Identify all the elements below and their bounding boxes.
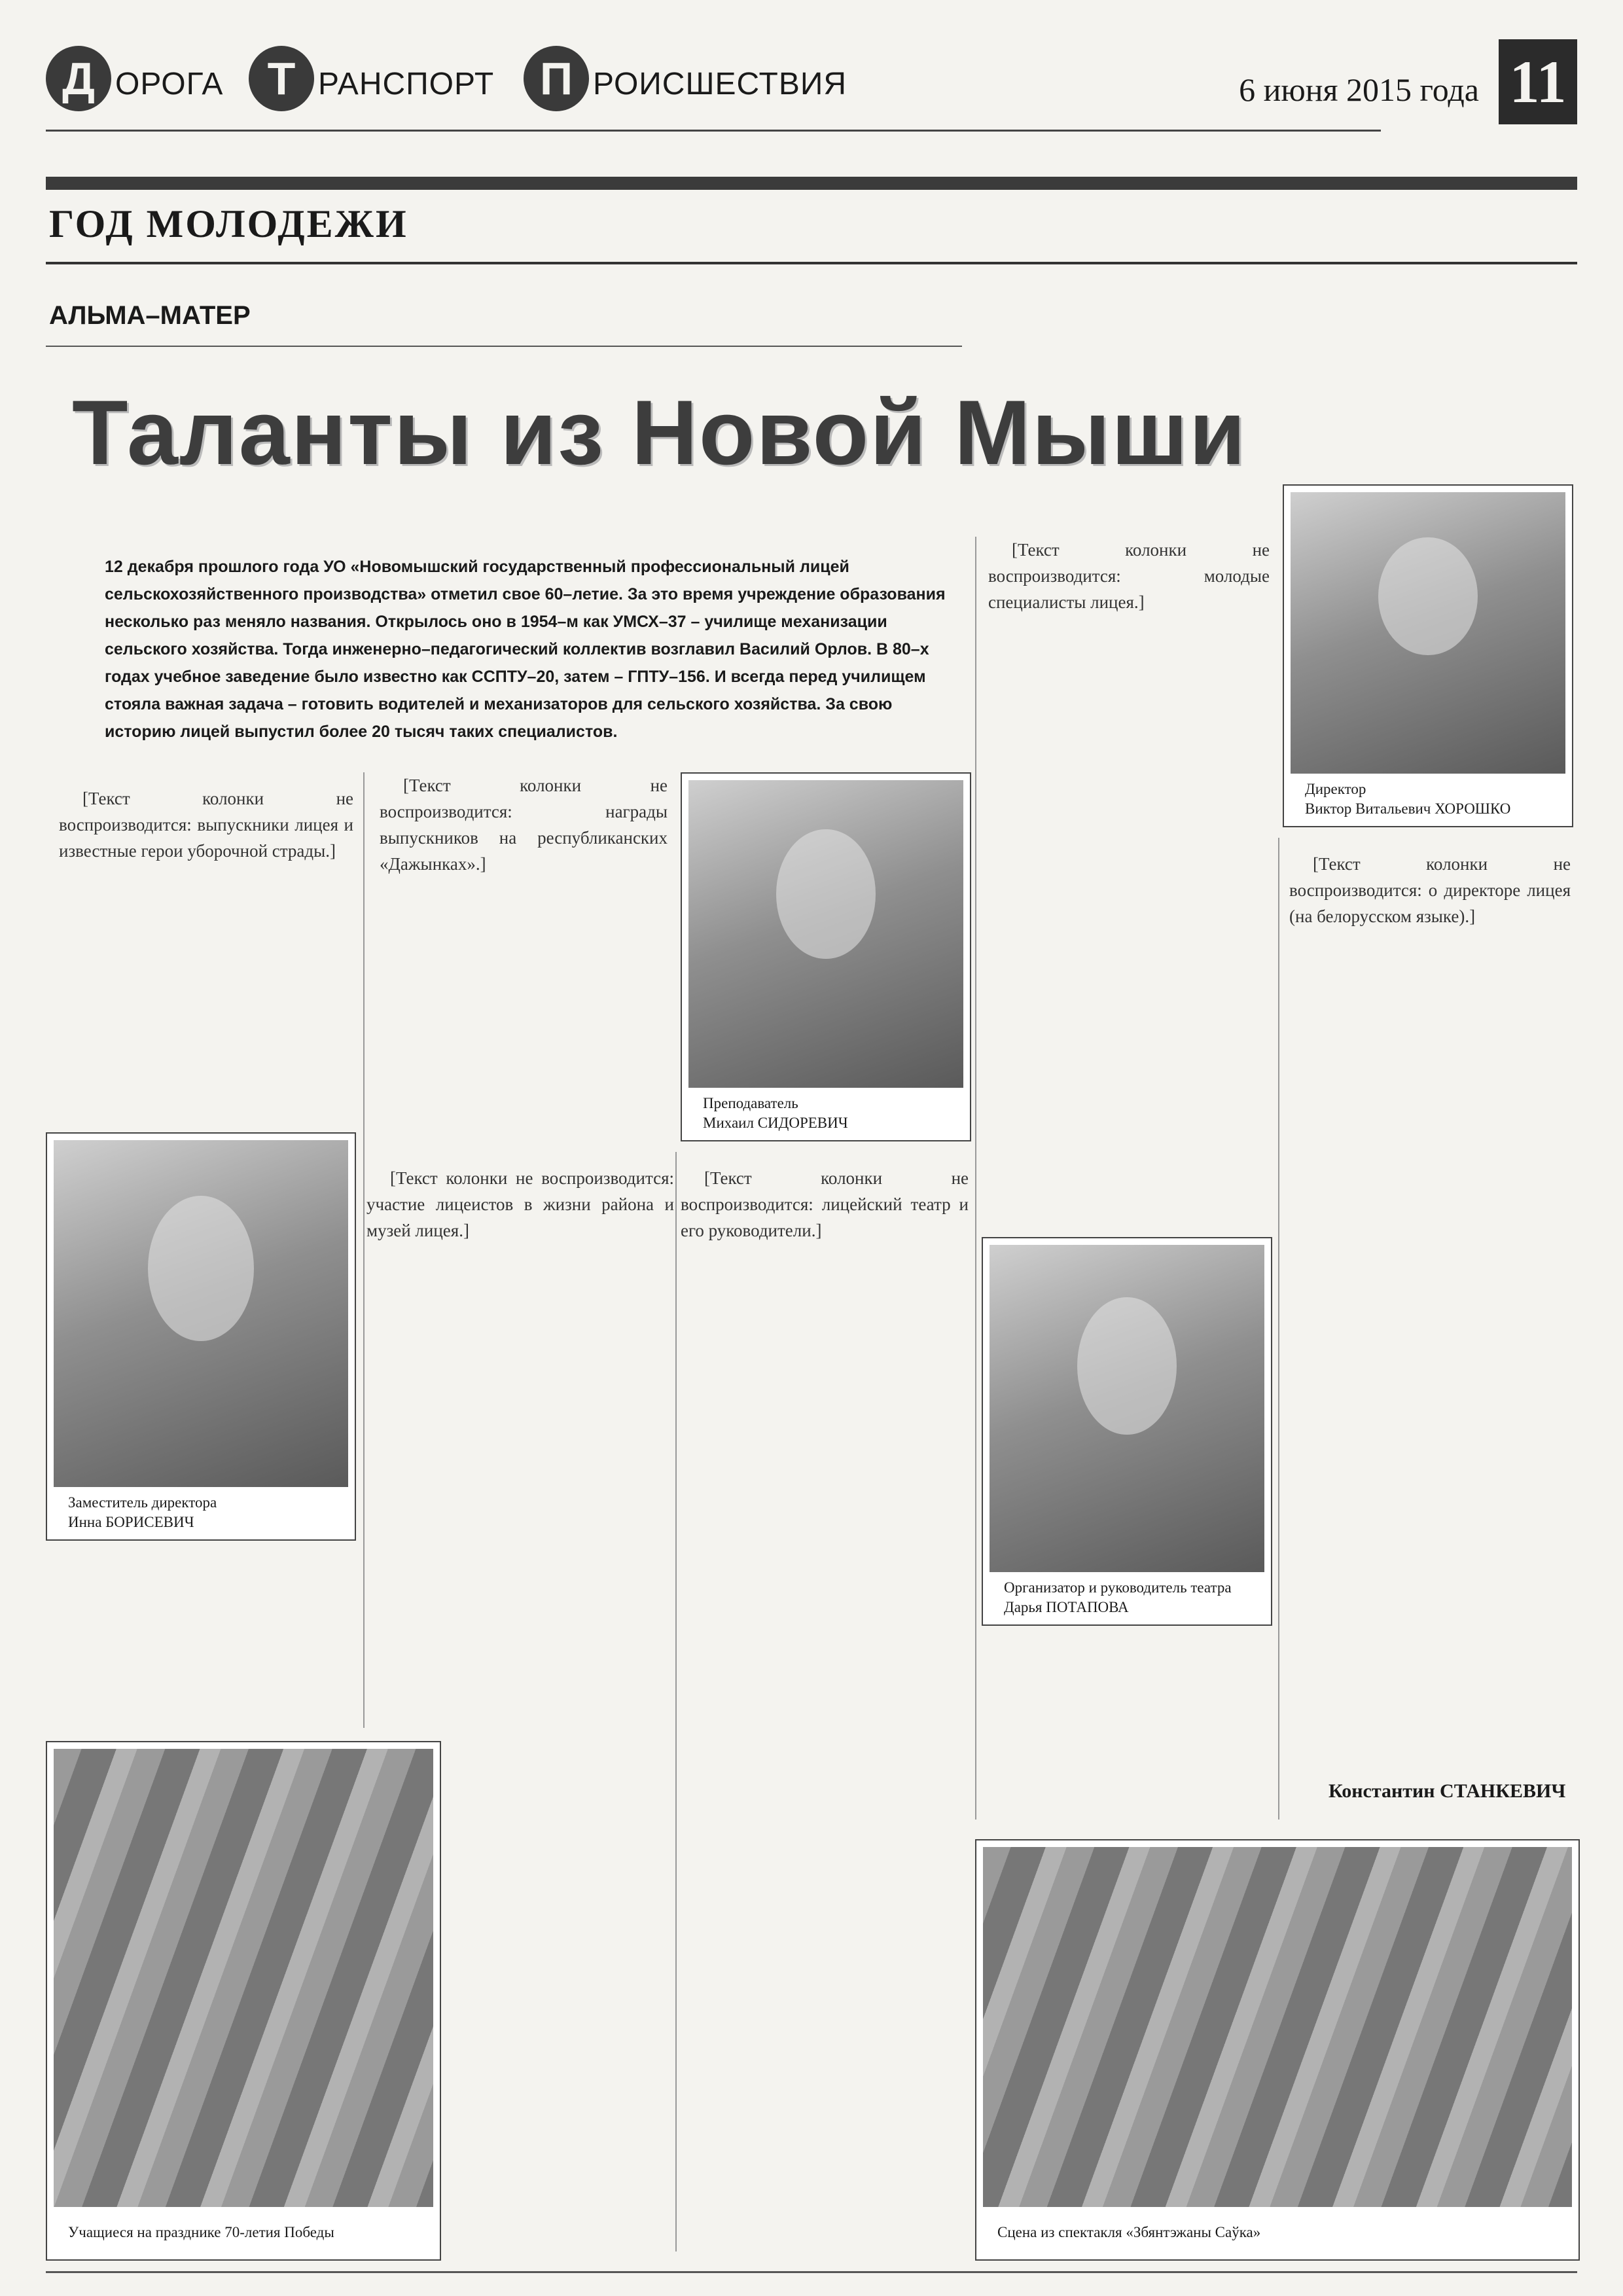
column-4-text: [Текст колонки не воспроизводится: лицейский театр и его руководители.] xyxy=(681,1168,969,1240)
article-column-2 xyxy=(380,772,668,889)
parade-photo xyxy=(54,1749,433,2207)
caption-role: Директор xyxy=(1305,781,1366,797)
caption-name: Дарья ПОТАПОВА xyxy=(1004,1599,1129,1615)
photo-deputy-caption xyxy=(55,1491,347,1534)
rubric-incidents-cap: П xyxy=(524,46,589,111)
caption-role: Заместитель директора xyxy=(68,1494,217,1511)
photo-teacher-caption xyxy=(690,1092,962,1135)
rubric-transport xyxy=(249,39,494,111)
photo-theatre-head-caption xyxy=(991,1576,1263,1619)
director-portrait xyxy=(1291,492,1565,774)
caption-role: Организатор и руководитель театра xyxy=(1004,1579,1232,1596)
section-band xyxy=(46,177,1577,190)
column-1-text: [Текст колонки не воспроизводится: выпускники лицея и известные герои уборочной страды.] xyxy=(59,789,353,861)
photo-director xyxy=(1283,484,1573,827)
section-divider xyxy=(46,262,1577,264)
column-5-text: [Текст колонки не воспроизводится: молодые специалисты лицея.] xyxy=(988,540,1270,612)
article-column-5 xyxy=(988,537,1270,627)
caption-name: Инна БОРИСЕВИЧ xyxy=(68,1514,194,1530)
section-title: ГОД МОЛОДЕЖИ xyxy=(49,202,408,245)
caption-name: Михаил СИДОРЕВИЧ xyxy=(703,1115,848,1131)
rubric-transport-cap: Т xyxy=(249,46,314,111)
photo-parade xyxy=(46,1741,441,2261)
rubric-transport-rest: РАНСПОРТ xyxy=(318,67,495,101)
masthead-divider xyxy=(46,130,1381,132)
rubric-incidents xyxy=(524,39,847,111)
column-2-text: [Текст колонки не воспроизводится: награды выпускников на республиканских «Дажынках».] xyxy=(380,776,668,874)
article-kicker: АЛЬМА–МАТЕР xyxy=(49,301,251,330)
masthead xyxy=(46,26,1577,124)
rubric-road xyxy=(46,39,223,111)
column-3-text: [Текст колонки не воспроизводится: участие лицеистов в жизни района и музей лицея.] xyxy=(366,1168,674,1240)
photo-parade-caption: Учащиеся на празднике 70-летия Победы xyxy=(68,2224,334,2240)
photo-deputy xyxy=(46,1132,356,1541)
photo-director-caption xyxy=(1292,778,1564,821)
column-6-text: [Текст колонки не воспроизводится: о директоре лицея (на белорусском языке).] xyxy=(1289,854,1571,926)
caption-role: Преподаватель xyxy=(703,1095,798,1111)
article-column-1 xyxy=(59,785,353,876)
photo-play-caption: Сцена из спектакля «Збянтэжаны Саўка» xyxy=(997,2224,1261,2240)
kicker-divider xyxy=(46,346,962,347)
issue-date: 6 июня 2015 года xyxy=(1239,71,1479,108)
teacher-portrait xyxy=(688,780,963,1088)
article-lead: 12 декабря прошлого года УО «Новомышский государственный профессиональный лицей сельскохозяйственного производства» отметил свое 60–летие. За это время учреждение образования несколько раз меняло названия. Открылось оно в 1954–м как УМСХ–37 – училище механизации сельского хозяйства. Тогда инженерно–педагогический коллектив возглавил Василий Орлов. В 80–х годах учебное заведение было известно как ССПТУ–20, затем – ГПТУ–156. И всегда перед училищем стояла важная задача – готовить водителей и механизаторов для сельского хозяйства. За свою историю лицей выпустил более 20 тысяч таких специалистов. xyxy=(105,558,946,741)
caption-name: Виктор Витальевич ХОРОШКО xyxy=(1305,800,1511,817)
article-column-4 xyxy=(681,1165,969,1255)
rubric-road-rest: ОРОГА xyxy=(115,67,224,101)
article-headline: Таланты из Новой Мыши xyxy=(72,381,1247,484)
column-divider xyxy=(363,772,365,1728)
article-column-6 xyxy=(1289,851,1571,941)
play-scene-photo xyxy=(983,1847,1572,2207)
page-number: 11 xyxy=(1499,39,1577,124)
article-byline: Константин СТАНКЕВИЧ xyxy=(1329,1780,1566,1802)
theatre-head-portrait xyxy=(990,1245,1264,1572)
deputy-portrait xyxy=(54,1140,348,1487)
rubric-incidents-rest: РОИСШЕСТВИЯ xyxy=(593,67,847,101)
photo-play xyxy=(975,1839,1580,2261)
column-divider xyxy=(675,1152,677,2251)
page-bottom-rule xyxy=(46,2271,1577,2273)
article-column-3 xyxy=(366,1165,674,1255)
photo-theatre-head xyxy=(982,1237,1272,1626)
column-divider xyxy=(975,537,976,1820)
rubric-road-cap: Д xyxy=(46,46,111,111)
column-divider xyxy=(1278,838,1279,1820)
photo-teacher xyxy=(681,772,971,1141)
